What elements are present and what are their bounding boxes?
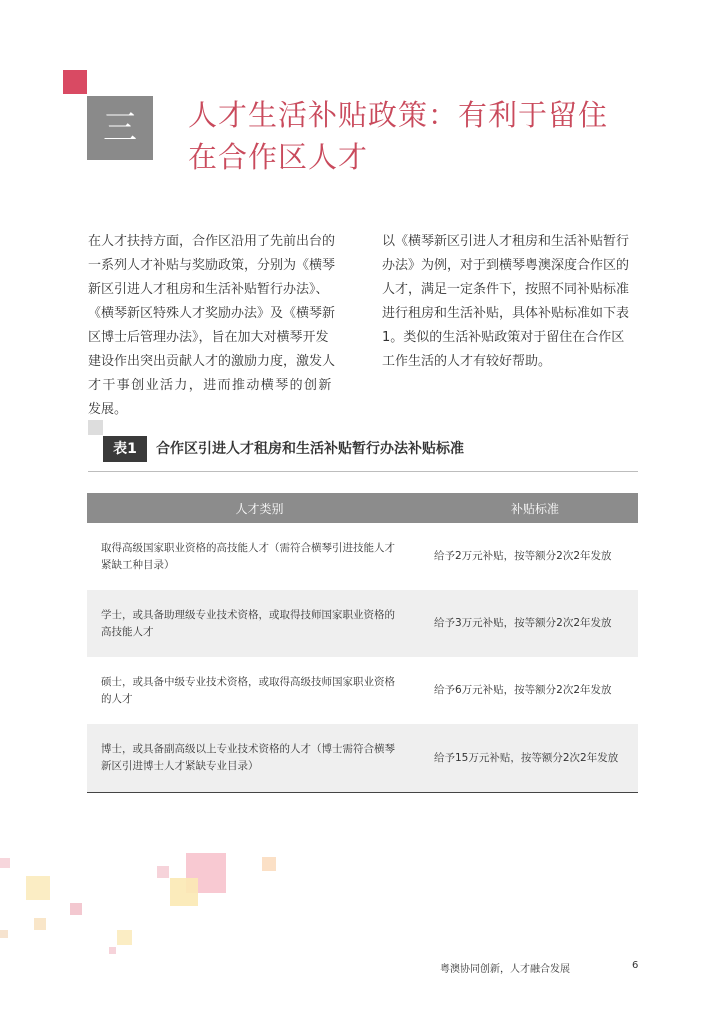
row-category	[87, 741, 432, 775]
text-line: 发展。	[88, 402, 128, 417]
text-line: 建设作出突出贡献人才的激励力度，激发人	[88, 354, 336, 369]
table-bottom-rule	[87, 792, 638, 793]
section-accent-square	[63, 70, 87, 94]
table-tag: 表1	[103, 436, 147, 462]
decor-square	[0, 858, 10, 868]
decor-square	[262, 857, 276, 871]
row-category	[87, 540, 432, 574]
table-row	[87, 590, 638, 657]
section-title-line: 人才生活补贴政策：有利于留住	[188, 98, 609, 132]
decor-square	[34, 918, 46, 930]
category-line: 新区引进博士人才紧缺专业目录）	[101, 760, 259, 772]
header-category: 人才类别	[235, 501, 284, 516]
table-accent-square	[88, 420, 103, 435]
category-line: 博士，或具备副高级以上专业技术资格的人才（博士需符合横琴	[101, 743, 395, 755]
category-line: 紧缺工种目录）	[101, 558, 175, 571]
section-title-line: 在合作区人才	[188, 140, 369, 174]
table-header	[87, 493, 638, 523]
category-line: 学士，或具备助理级专业技术资格，或取得技师国家职业资格的	[101, 608, 395, 621]
text-line: 新区引进人才租房和生活补贴暂行办法》、	[88, 282, 329, 297]
decor-square	[0, 930, 8, 938]
paragraph-right	[382, 230, 652, 374]
text-line: 《横琴新区特殊人才奖励办法》及《横琴新	[88, 306, 336, 321]
table-row	[87, 724, 638, 792]
decor-square	[70, 903, 82, 915]
text-line: 1。类似的生活补贴政策对于留住在合作区	[382, 330, 625, 345]
text-line: 工作生活的人才有较好帮助。	[382, 354, 552, 369]
paragraph-left	[88, 230, 358, 422]
footer-text: 粤澳协同创新，人才融合发展	[440, 964, 570, 975]
decor-square	[157, 866, 169, 878]
decor-square	[170, 878, 198, 906]
row-standard: 给予3万元补贴，按等额分2次2年发放	[434, 617, 612, 629]
page-number: 6	[632, 960, 639, 971]
header-standard: 补贴标准	[510, 501, 559, 516]
text-line: 在人才扶持方面，合作区沿用了先前出台的	[88, 234, 336, 249]
row-standard: 给予6万元补贴，按等额分2次2年发放	[434, 684, 612, 696]
table-row	[87, 523, 638, 590]
table-row	[87, 657, 638, 724]
category-line: 硕士，或具备中级专业技术资格，或取得高级技师国家职业资格	[101, 675, 395, 688]
subsidy-table	[87, 493, 638, 793]
section-numeral: 三	[103, 108, 137, 148]
row-standard: 给予15万元补贴，按等额分2次2年发放	[434, 751, 619, 764]
decor-square	[117, 930, 132, 945]
text-line: 才干事创业活力，进而推动横琴的创新	[88, 378, 333, 393]
category-line: 取得高级国家职业资格的高技能人才（需符合横琴引进技能人才	[101, 541, 395, 554]
section-number-box	[87, 96, 153, 160]
text-line: 办法》为例，对于到横琴粤澳深度合作区的	[382, 258, 630, 273]
text-line: 以《横琴新区引进人才租房和生活补贴暂行	[382, 234, 630, 249]
category-line: 的人才	[101, 692, 133, 705]
text-line: 人才，满足一定条件下，按照不同补贴标准	[382, 282, 630, 297]
text-line: 一系列人才补贴与奖励政策，分别为《横琴	[88, 258, 336, 273]
row-standard: 给予2万元补贴，按等额分2次2年发放	[434, 550, 612, 562]
text-line: 区博士后管理办法》，旨在加大对横琴开发	[88, 330, 329, 345]
table-title: 合作区引进人才租房和生活补贴暂行办法补贴标准	[156, 441, 464, 457]
category-line: 高技能人才	[101, 625, 154, 638]
row-category	[87, 674, 432, 708]
decor-square	[109, 947, 116, 954]
decor-square	[26, 876, 50, 900]
table-title-divider	[88, 471, 638, 472]
section-title	[188, 94, 648, 178]
row-category	[87, 607, 432, 641]
text-line: 进行租房和生活补贴，具体补贴标准如下表	[382, 306, 630, 321]
